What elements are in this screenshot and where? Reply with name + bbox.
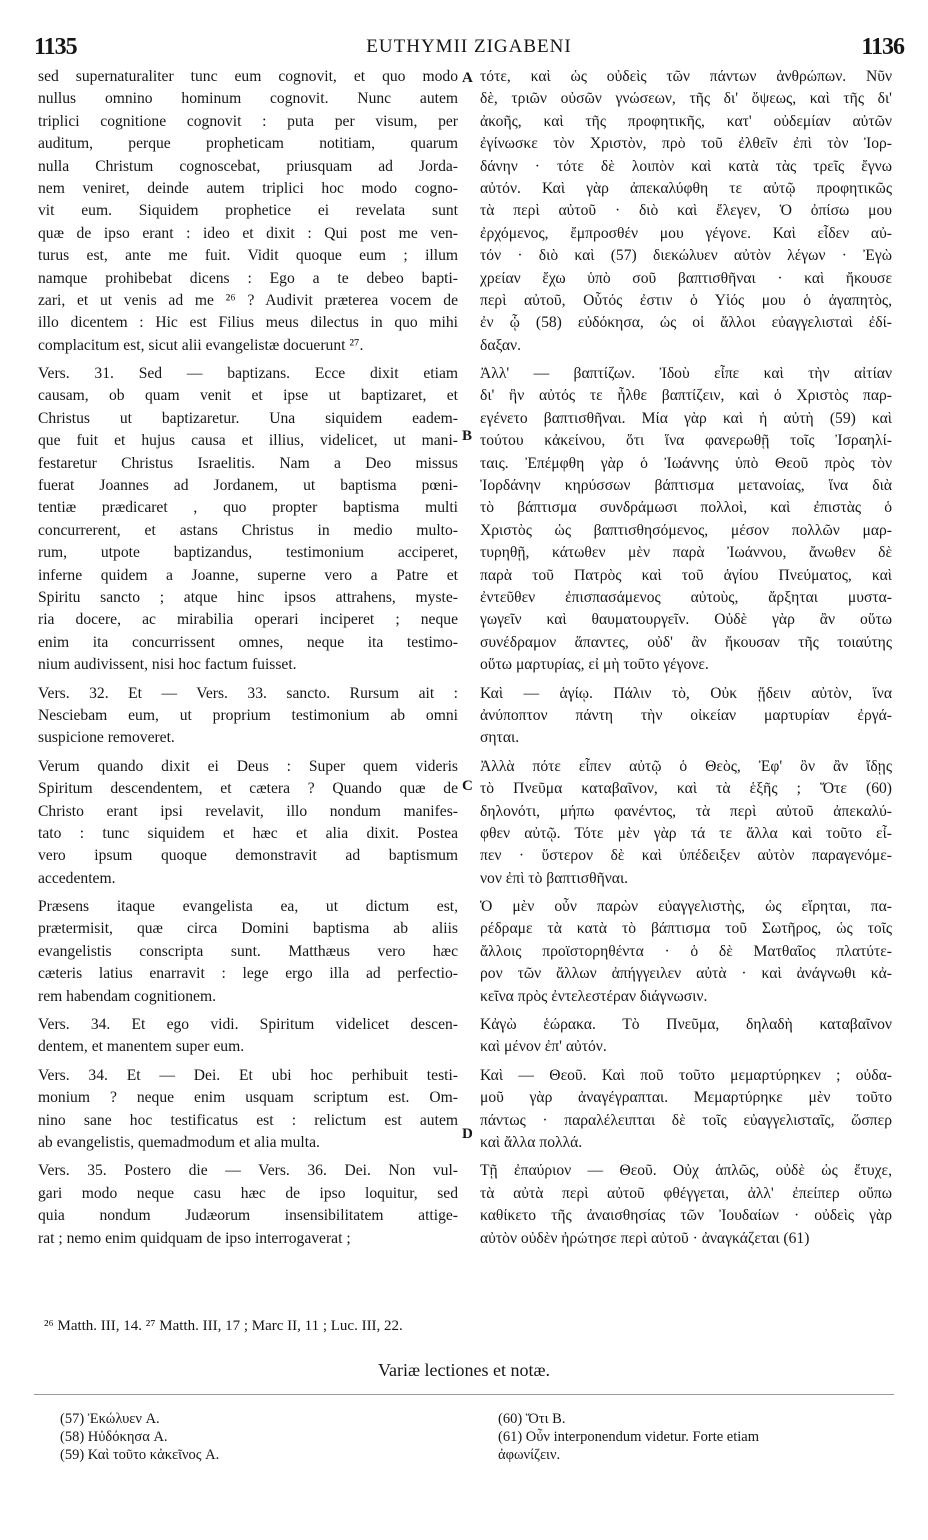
- text-line: nullus omnino hominum cognovit. Nunc autem: [38, 90, 458, 108]
- latin-column: [38, 66, 458, 1250]
- text-line: νον ἐπὶ τὸ βαπτισθῆναι.: [480, 869, 629, 887]
- text-line: τυρηθῇ, κάτωθεν μὲν παρὰ Ἰωάννου, ἄνωθεν δὲ: [480, 544, 892, 562]
- text-line: concurrerent, et astans Christus in medio multo-: [38, 521, 458, 539]
- text-line: Χριστὸς ὡς βαπτισθησόμενος, μέσον πολλῶν μαρ-: [480, 521, 892, 539]
- text-line: Τῇ ἐπαύριον — Θεοῦ. Οὐχ ἁπλῶς, οὐδὲ ὡς ἔτυχε,: [480, 1162, 892, 1180]
- text-line: ab evangelistis, quemadmodum et alia multa.: [38, 1133, 320, 1151]
- text-line: ria docere, ac mirabilia operari inciperet ; neque: [38, 611, 458, 629]
- running-title: EUTHYMII ZIGABENI: [366, 36, 572, 57]
- text-line: evangelistis conscripta sunt. Matthæus vero hæc: [38, 942, 458, 960]
- text-line: σηται.: [480, 729, 520, 747]
- text-line: suspicione removeret.: [38, 729, 175, 747]
- text-line: Καὶ — Θεοῦ. Καὶ ποῦ τοῦτο μεμαρτύρηκεν ; οὐδα-: [480, 1066, 892, 1084]
- text-line: turus est, ante me fuit. Vidit quoque eum ; illum: [38, 247, 458, 265]
- text-line: ἄλλοις προϊστορηθέντα · ὁ δὲ Ματθαῖος πλατύτε-: [480, 942, 892, 960]
- text-line: fuerat Joannes ad Jordanem, ut baptisma pœni-: [38, 477, 458, 495]
- text-line: πεν · ὕστερον δὲ καὶ ὑπέδειξεν αὐτὸν παραγενόμε-: [480, 847, 892, 865]
- text-line: τὸ Πνεῦμα καταβαῖνον, καὶ τὰ ἑξῆς ; Ὅτε (60): [480, 780, 892, 798]
- text-line: rum, utpote baptizandus, testimonium acciperet,: [38, 544, 458, 562]
- page-number-right: 1136: [861, 34, 904, 60]
- text-line: Christo erant ipsi revelavit, illo nondum manifes-: [38, 802, 458, 820]
- text-line: Vers. 34. Et — Dei. Et ubi hoc perhibuit testi-: [38, 1066, 458, 1084]
- text-line: namque prohibebat dicens : Ego a te debeo bapti-: [38, 269, 458, 287]
- text-line: Spiritum descendentem, et cætera ? Quando quæ de: [38, 780, 458, 798]
- text-line: ἐν ᾧ (58) εὐδόκησα, ὡς οἱ ἄλλοι εὐαγγελισταὶ ἐδί-: [480, 314, 892, 332]
- page-number-left: 1135: [34, 34, 77, 60]
- text-line: ἐντεῦθεν ἐπισπασάμενος αὐτοὺς, ἄρξηται μυστα-: [480, 588, 892, 606]
- variant-note: ἀφωνίζειν.: [498, 1447, 561, 1463]
- margin-marker-a: A: [462, 70, 473, 86]
- text-line: nulla Christum cognoscebat, priusquam ad Jorda-: [38, 157, 458, 175]
- text-line: φθεν αὐτῷ. Τότε μὲν γὰρ τά τε ἄλλα καὶ τοῦτο εἶ-: [480, 824, 892, 842]
- variant-note: (57) Ἐκώλυεν A.: [60, 1411, 160, 1427]
- text-line: tentiæ prædicaret , quo propter baptisma multi: [38, 499, 458, 517]
- text-line: τὸ βάπτισμα συνδράμωσι πολλοὶ, καὶ ἐπιστὰς ὁ: [480, 499, 892, 517]
- text-line: zari, et ut venis ad me ²⁶ ? Audivit præterea vocem de: [38, 291, 458, 309]
- text-line: αὐτόν. Καὶ γὰρ ἀπεκαλύφθη τε αὐτῷ προφητικῶς: [480, 179, 892, 197]
- text-line: εγένετο βαπτισθῆναι. Μία γὰρ καὶ ἡ αὐτὴ (59) καὶ: [480, 409, 892, 427]
- text-line: auditum, perque propheticam notitiam, quarum: [38, 135, 458, 153]
- text-line: Vers. 34. Et ego vidi. Spiritum videlicet descen-: [38, 1016, 458, 1034]
- text-line: cæteris latius enarravit : lege ergo illa ad perfectio-: [38, 965, 458, 983]
- text-line: δηλονότι, μήπω φανέντος, τὰ περὶ αὐτοῦ ἀπεκαλύ-: [480, 802, 892, 820]
- text-line: Ἀλλὰ πότε εἶπεν αὐτῷ ὁ Θεὸς, Ἐφ' ὃν ἂν ἴδῃς: [480, 757, 892, 775]
- text-line: οὕτω μαρτυρίας, εἰ μὴ τοῦτο γέγονε.: [480, 656, 709, 674]
- text-line: ἀκοῆς, καὶ τῆς προφητικῆς, κατ' οὐδεμίαν αὐτῶν: [480, 112, 892, 130]
- text-line: gari modo neque casu hæc de ipso loquitur, sed: [38, 1184, 458, 1202]
- text-line: Vers. 31. Sed — baptizans. Ecce dixit etiam: [38, 365, 458, 383]
- text-line: Præsens itaque evangelista ea, ut dictum est,: [38, 898, 458, 916]
- variant-note: (58) Ηὐδόκησα A.: [60, 1429, 168, 1445]
- text-line: συνέδραμον ἅπαντες, οὐδ' ἂν ἤκουσαν τῆς τοιαύτης: [480, 633, 892, 651]
- variant-notes-right: [498, 1410, 898, 1464]
- text-line: Ὁ μὲν οὖν παρὼν εὐαγγελιστὴς, ὡς εἴρηται, πα-: [480, 898, 892, 916]
- text-line: τὰ περὶ αὐτοῦ · διὸ καὶ ἔλεγεν, Ὁ ὀπίσω μου: [480, 202, 892, 220]
- text-line: vit eum. Siquidem prophetice ei revelata sunt: [38, 202, 458, 220]
- margin-marker-b: B: [462, 428, 473, 444]
- text-line: δάνην · τότε δὲ λοιπὸν καὶ κατὰ τὰς τρεῖς ἔγνω: [480, 157, 892, 175]
- text-line: χρείαν ἔχω ὑπὸ σοῦ βαπτισθῆναι · καὶ ἤκουσε: [480, 269, 892, 287]
- text-line: κεῖνα πρὸς ἐντελεστέραν διάγνωσιν.: [480, 987, 708, 1005]
- text-line: Vers. 32. Et — Vers. 33. sancto. Rursum ait :: [38, 684, 458, 702]
- text-line: καὶ μένον ἐπ' αὐτόν.: [480, 1038, 607, 1056]
- text-line: causam, ob quam venit et ipse ut baptizaret, et: [38, 387, 458, 405]
- text-line: rem habendam cognitionem.: [38, 987, 216, 1005]
- text-line: ταις. Ἐπέμφθη γὰρ ὁ Ἰωάννης ὑπὸ Θεοῦ πρὸς τὸν: [480, 454, 892, 472]
- text-line: inferne quidem a Joanne, superne vero a Patre et: [38, 566, 458, 584]
- text-line: enim ita concurrissent omnes, neque ita testimo-: [38, 633, 458, 651]
- text-line: accedentem.: [38, 869, 116, 887]
- text-line: Nesciebam eum, ut proprium testimonium ab omni: [38, 706, 458, 724]
- scripture-footnotes: ²⁶ Matth. III, 14. ²⁷ Matth. III, 17 ; Marc II, 11 ; Luc. III, 22.: [44, 1318, 403, 1334]
- text-line: que fuit et hujus causa et illius, videlicet, ut mani-: [38, 432, 458, 450]
- text-line: Ἀλλ' — βαπτίζων. Ἰδοὺ εἶπε καὶ τὴν αἰτίαν: [480, 365, 892, 383]
- text-line: Christus ut baptizaretur. Una siquidem eadem-: [38, 409, 458, 427]
- text-line: τούτου κἀκείνου, ὅτι ἵνα φανερωθῇ τοῖς Ἰσραηλί-: [480, 432, 892, 450]
- text-line: ἐρχόμενος, ἔμπροσθέν μου γέγονε. Καὶ εἶδεν αὐ-: [480, 224, 892, 242]
- variant-note: (60) Ὅτι B.: [498, 1411, 566, 1427]
- greek-column: [480, 66, 892, 1250]
- text-line: ἀνύποπτον πάντη τὴν οἰκείαν μαρτυρίαν ἐργά-: [480, 706, 892, 724]
- page-header: [34, 34, 904, 64]
- variant-notes-left: [60, 1410, 460, 1464]
- text-line: tato : tunc siquidem et hæc et alia dixit. Postea: [38, 824, 458, 842]
- text-line: τότε, καὶ ὡς οὐδεὶς τῶν πάντων ἀνθρώπων. Νῦν: [480, 68, 892, 85]
- variant-note: (59) Καὶ τοῦτο κἀκεῖνος A.: [60, 1447, 220, 1463]
- text-line: nino sane hoc testificatus est : relictum est autem: [38, 1111, 458, 1129]
- variant-note: (61) Οὖν interponendum videtur. Forte etiam: [498, 1429, 759, 1445]
- text-line: δι' ἣν αὐτός τε ἦλθε βαπτίζειν, καὶ ὁ Χριστὸς παρ-: [480, 387, 892, 405]
- text-line: Κἀγὼ ἑώρακα. Τὸ Πνεῦμα, δηλαδὴ καταβαῖνον: [480, 1016, 892, 1034]
- text-line: αὐτὸν οὐδὲν ἠρώτησε περὶ αὐτοῦ · ἀναγκάζεται (61): [480, 1229, 810, 1247]
- text-line: ρον τῶν ἄλλων ἀπήγγειλεν αὐτὰ · καὶ ἀνάγνωθι κἀ-: [480, 965, 892, 983]
- text-line: τόν · διὸ καὶ (57) διεκώλυεν αὐτὸν λέγων · Ἐγὼ: [480, 247, 892, 265]
- text-line: πάντως · παραλέλειπται δὲ τοῖς εὐαγγελισταῖς, ὥσπερ: [480, 1111, 892, 1129]
- text-line: μοῦ γὰρ ἀναγέγραπται. Μεμαρτύρηκε μὲν τοῦτο: [480, 1089, 892, 1107]
- text-line: δαξαν.: [480, 336, 522, 354]
- text-line: festaretur Christus Israelitis. Nam a Deo missus: [38, 454, 458, 472]
- text-line: quæ de ipso erant : ideo et dixit : Qui post me ven-: [38, 224, 458, 242]
- text-line: Καὶ — ἁγίῳ. Πάλιν τὸ, Οὐκ ᾔδειν αὐτὸν, ἵνα: [480, 684, 892, 702]
- text-line: rat ; nemo enim quidquam de ipso interrogaverat ;: [38, 1229, 351, 1247]
- text-line: Verum quando dixit ei Deus : Super quem videris: [38, 757, 458, 775]
- text-line: καὶ ἄλλα πολλά.: [480, 1133, 583, 1151]
- text-line: καθίκετο τῆς ἀναισθησίας τῶν Ἰουδαίων · οὐδεὶς γὰρ: [480, 1207, 892, 1225]
- text-line: περὶ αὐτοῦ, Οὗτός ἐστιν ὁ Υἱός μου ὁ ἀγαπητὸς,: [480, 291, 892, 309]
- text-line: δὲ, τριῶν οὐσῶν γνώσεων, τῆς δι' ὄψεως, καὶ τῆς δι': [480, 90, 892, 108]
- text-line: ρέδραμε τὰ κατὰ τὸ βάπτισμα τοῦ Σωτῆρος, ὡς τοῖς: [480, 920, 892, 938]
- variae-lectiones-title: Variæ lectiones et notæ.: [378, 1360, 550, 1380]
- text-line: quia nondum Judæorum insensibilitatem attige-: [38, 1207, 458, 1225]
- text-line: illo dicentem : Hic est Filius meus dilectus in quo mihi: [38, 314, 458, 332]
- text-line: ἐγίνωσκε τὸν Χριστὸν, πρὸ τοῦ ἐλθεῖν ἐπὶ τὸν Ἰορ-: [480, 135, 892, 153]
- text-line: παρὰ τοῦ Πατρὸς καὶ τοῦ ἁγίου Πνεύματος, καὶ: [480, 566, 892, 584]
- notes-divider: [34, 1394, 894, 1395]
- text-line: monium ? neque enim usquam scriptum est. Om-: [38, 1089, 458, 1107]
- text-line: nium audivissent, nisi hoc factum fuisset.: [38, 656, 297, 674]
- margin-marker-d: D: [462, 1126, 473, 1142]
- text-line: dentem, et manentem super eum.: [38, 1038, 245, 1056]
- text-line: vero ipsum quoque demonstravit ad baptismum: [38, 847, 458, 865]
- margin-marker-c: C: [462, 778, 473, 794]
- text-line: γωγεῖν καὶ θαυματουργεῖν. Οὐδὲ γὰρ ἂν οὕτω: [480, 611, 892, 629]
- text-line: Ἰορδάνην κηρύσσων βάπτισμα μετανοίας, ἵνα διὰ: [480, 477, 892, 495]
- text-line: sed supernaturaliter tunc eum cognovit, et quo modo: [38, 68, 458, 85]
- text-line: Vers. 35. Postero die — Vers. 36. Dei. Non vul-: [38, 1162, 458, 1180]
- text-line: triplici cognitione cognovit : puta per visum, per: [38, 112, 458, 130]
- text-line: nem veniret, deinde autem triplici hoc modo cogno-: [38, 179, 458, 197]
- text-line: τὰ αὐτὰ περὶ αὐτοῦ φθέγγεται, ἀλλ' ἐπείπερ οὔπω: [480, 1184, 892, 1202]
- text-line: complacitum est, sicut alii evangelistæ docuerunt ²⁷.: [38, 336, 364, 354]
- text-line: Spiritu sancto ; atque hinc ipsos attrahens, myste-: [38, 588, 458, 606]
- text-line: prætermisit, quæ circa Domini baptisma ab aliis: [38, 920, 458, 938]
